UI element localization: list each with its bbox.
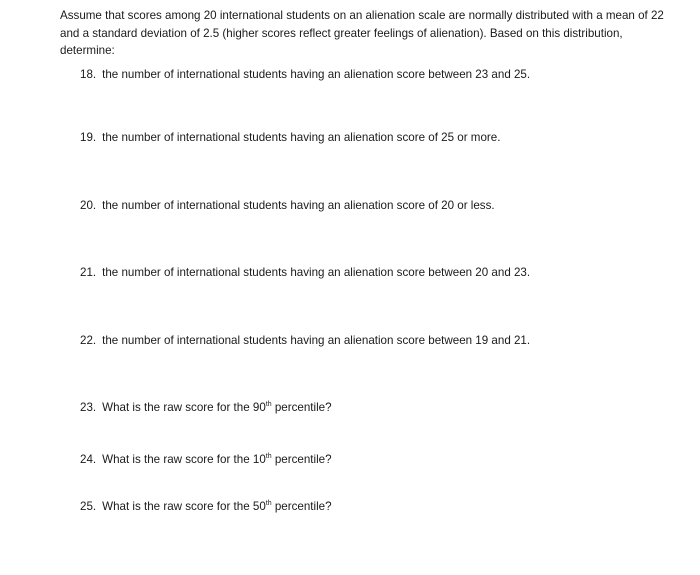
question-number: 18. (80, 68, 97, 81)
question-24 (80, 452, 680, 467)
question-21 (80, 265, 680, 280)
question-number: 22. (80, 334, 97, 347)
question-23 (80, 400, 680, 415)
question-22 (80, 333, 680, 348)
question-25 (80, 499, 680, 514)
question-number: 19. (80, 131, 97, 144)
question-number: 21. (80, 266, 97, 279)
question-20 (80, 198, 680, 213)
question-19 (80, 130, 680, 145)
question-text: What is the raw score for the 50 (102, 500, 266, 513)
question-text: the number of international students having an alienation score between 20 and 23. (102, 266, 531, 279)
ordinal-suffix: th (265, 500, 272, 508)
question-number: 23. (80, 401, 97, 414)
question-text: the number of international students having an alienation score of 25 or more. (102, 131, 501, 144)
question-18 (80, 67, 680, 82)
question-text-end: percentile? (271, 453, 332, 466)
question-number: 20. (80, 199, 97, 212)
question-number: 24. (80, 453, 97, 466)
question-text-end: percentile? (271, 401, 332, 414)
question-text: the number of international students having an alienation score between 19 and 21. (102, 334, 531, 347)
question-text: What is the raw score for the 10 (102, 453, 266, 466)
question-text: What is the raw score for the 90 (102, 401, 266, 414)
question-text: the number of international students having an alienation score of 20 or less. (102, 199, 495, 212)
intro-paragraph: Assume that scores among 20 international students on an alienation scale are normally distributed with a mean of 22 and a standard deviation of 2.5 (higher scores reflect greater feelings of alienation). Based on this distribution, determine: (60, 9, 664, 57)
ordinal-suffix: th (265, 453, 272, 461)
question-text: the number of international students having an alienation score between 23 and 25. (102, 68, 531, 81)
question-text-end: percentile? (271, 500, 332, 513)
question-number: 25. (80, 500, 97, 513)
ordinal-suffix: th (265, 401, 272, 409)
